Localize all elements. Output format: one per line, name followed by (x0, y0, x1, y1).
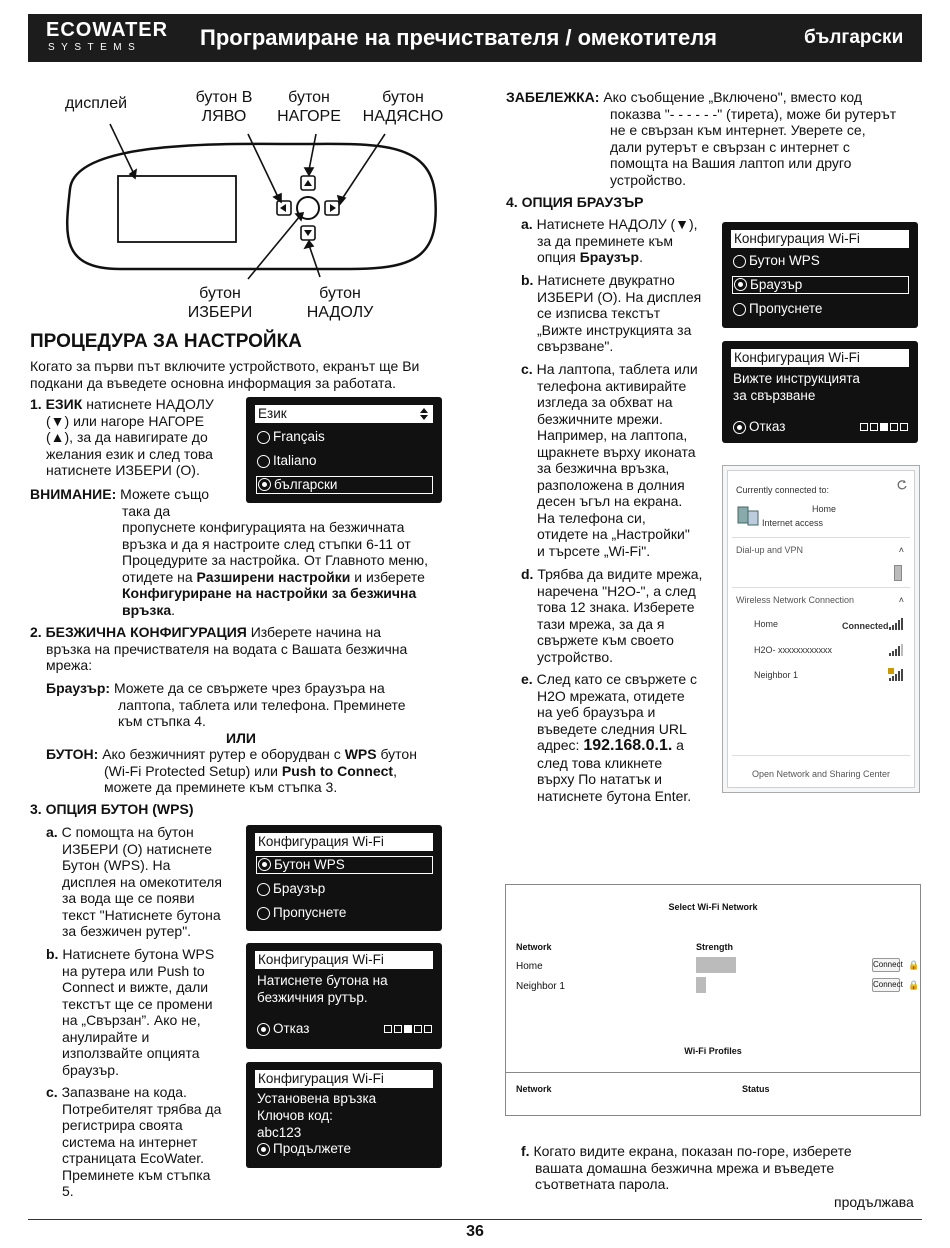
network-item-neighbor[interactable]: Neighbor 1 (754, 670, 799, 680)
step2-text: 2. БЕЗЖИЧНА КОНФИГУРАЦИЯ Изберете начина на връзка на пречиствателя на водата с Вашата безжична мрежа: (30, 624, 408, 673)
open-sharing-center-link[interactable]: Open Network and Sharing Center (751, 769, 891, 779)
col-strength: Strength (696, 942, 733, 952)
lock-icon: 🔒 (908, 980, 920, 990)
step3-heading: 3. ОПЦИЯ БУТОН (WPS) (30, 801, 194, 817)
option-browser[interactable]: Браузър (732, 276, 909, 294)
radio-off-icon (257, 455, 270, 468)
page-header (28, 14, 922, 62)
windows-network-panel (722, 465, 920, 793)
instruction-line: Вижте инструкцията (733, 371, 860, 386)
browser-wifi-panel (505, 884, 921, 1116)
col-network: Network (516, 942, 552, 952)
connect-button[interactable]: Connect (872, 978, 900, 992)
display-screen (118, 176, 236, 242)
wps-connected-screen-title: Конфигурация Wi-Fi (255, 1070, 433, 1088)
setup-intro: Когато за първи път включите устройството, екранът ще Ви подкани да въведете основна информация за работата. (30, 358, 420, 391)
wps-connected-line: Установена връзка (257, 1091, 377, 1106)
step4c-text: c. На лаптопа, таблета или телефона активирайте изгледа за обхват на безжичните мрежи. Например, на лаптопа, щракнете върху иконата за безжична връзка, разположена в долния десен ъгъл на екрана. На телефона си, отидете на „Настройки" и търсете „Wi-Fi". (521, 361, 698, 559)
wifi-row-neighbor[interactable]: Neighbor 1 (516, 981, 565, 992)
wps-press-screen-title: Конфигурация Wi-Fi (255, 951, 433, 969)
radio-off-icon (733, 303, 746, 316)
option-wps-button[interactable]: Бутон WPS (256, 856, 433, 874)
wps-press-line: Натиснете бутона на (257, 973, 388, 988)
browser-select-screen (722, 222, 918, 328)
radio-off-icon (733, 255, 746, 268)
wps-select-screen (246, 825, 442, 931)
device-outline (67, 144, 436, 269)
cancel-option[interactable]: Отказ (732, 418, 909, 436)
cancel-option[interactable]: Отказ (256, 1020, 433, 1038)
button-option: БУТОН: Ако безжичният рутер е оборудван с WPS бутон (Wi-Fi Protected Setup) или Push to Connect, можете да преминете към стъпка 3. (46, 746, 417, 795)
radio-on-icon (258, 858, 271, 871)
wireless-section[interactable]: Wireless Network Connection (736, 595, 855, 605)
col-status: Status (742, 1084, 770, 1094)
lang-option-bulgarian[interactable]: български (256, 476, 433, 494)
radio-on-icon (257, 1023, 270, 1036)
signal-strength-icon (888, 617, 904, 631)
wps-key-code: abc123 (257, 1125, 302, 1140)
chevron-up-icon[interactable]: ˄ (898, 545, 904, 555)
secured-signal-icon (888, 668, 904, 682)
step3b-text: b. Натиснете бутона WPS на рутера или Push to Connect и вижте, дали текстът ще се промени на „Свързан”. Ако не, анулирайте и използвайте опцията браузър. (46, 946, 215, 1078)
network-status: Connected (842, 621, 889, 631)
radio-off-icon (257, 431, 270, 444)
continues-label: продължава (834, 1194, 914, 1210)
page-title: Програмиране на пречиствателя / омекотителя (200, 25, 718, 50)
lang-option-italian[interactable]: Italiano (256, 452, 433, 470)
radio-on-icon (734, 278, 747, 291)
setup-heading: ПРОЦЕДУРА ЗА НАСТРОЙКА (30, 331, 302, 352)
chevron-up-icon[interactable]: ˄ (898, 595, 904, 605)
network-computer-icon (736, 503, 760, 527)
label-right-button: бутон НАДЯСНО (362, 89, 444, 125)
signal-strength-icon (888, 643, 904, 657)
radio-off-icon (257, 907, 270, 920)
lang-option-french[interactable]: Français (256, 428, 433, 446)
step4f-text: f. Когато видите екрана, показан по-горе, изберете вашата домашна безжична мрежа и въведете съответната парола. (521, 1143, 852, 1192)
lock-icon: 🔒 (908, 960, 920, 970)
label-down-button: бутон НАДОЛУ (306, 285, 374, 321)
or-separator: ИЛИ (226, 730, 256, 746)
radio-on-icon (733, 421, 746, 434)
strength-bar (696, 957, 736, 973)
page-number: 36 (466, 1223, 484, 1240)
internet-access-label: Internet access (762, 518, 824, 528)
note-block: ЗАБЕЛЕЖКА: Ако съобщение „Включено", вместо код показва "- - - - - -" (тирета), може би рутерът не е свързан към интернет. Уверете се, дали рутерът е свързан с интернет с помощта на Вашия лаптоп или друго устройство. (506, 89, 897, 188)
continue-option[interactable]: Продължете (256, 1140, 433, 1158)
step3a-text: a. С помощта на бутон ИЗБЕРИ (O) натиснете Бутон (WPS). На дисплея на омекотителя за вода ще се появи текст "Натиснете бутона за безжичен рутер". (46, 824, 222, 939)
step4a-text: a. Натиснете НАДОЛУ (▼), за да преминете към опция Браузър. (521, 216, 698, 265)
step4-heading: 4. ОПЦИЯ БРАУЗЪР (506, 194, 644, 210)
scroll-arrows-icon (419, 407, 429, 421)
progress-dots (384, 1025, 432, 1035)
logo-main: ECOWATER (46, 19, 169, 41)
option-skip[interactable]: Пропуснете (256, 904, 433, 922)
connect-button[interactable]: Connect (872, 958, 900, 972)
option-browser[interactable]: Браузър (256, 880, 433, 898)
label-select-button: бутон ИЗБЕРИ (187, 285, 253, 321)
option-skip[interactable]: Пропуснете (732, 300, 909, 318)
browser-option: Браузър: Можете да се свържете чрез браузъра на лаптопа, таблета или телефона. Преминете към стъпка 4. (46, 680, 406, 729)
step3c-text: c. Запазване на кода. Потребителят трябва да регистрира своята система на интернет страницата EcoWater. Преминете към стъпка 5. (46, 1084, 222, 1199)
step4b-text: b. Натиснете двукратно ИЗБЕРИ (O). На дисплея се изписва текстът „Вижте инструкцията за свързване". (521, 272, 702, 354)
radio-on-icon (257, 1143, 270, 1156)
network-item-h2o[interactable]: H2O- xxxxxxxxxxxx (754, 645, 833, 655)
instruction-line: за свързване (733, 388, 816, 403)
browser-select-screen-title: Конфигурация Wi-Fi (731, 230, 909, 248)
network-item-home[interactable]: Home (754, 619, 779, 629)
footer-rule (28, 1219, 922, 1220)
current-network-name: Home (811, 504, 836, 514)
language-screen-title: Език (255, 405, 433, 423)
strength-bar (696, 977, 706, 993)
wps-select-screen-title: Конфигурация Wi-Fi (255, 833, 433, 851)
browser-instruction-screen-title: Конфигурация Wi-Fi (731, 349, 909, 367)
wifi-row-home[interactable]: Home (516, 961, 543, 972)
step1-text: 1. ЕЗИК натиснете НАДОЛУ (▼) или нагоре НАГОРЕ (▲), за да навигирате до желания език и след това натиснете ИЗБЕРИ (O). (30, 396, 214, 478)
wps-press-screen (246, 943, 442, 1049)
wps-connected-screen (246, 1062, 442, 1168)
option-wps-button[interactable]: Бутон WPS (732, 252, 909, 270)
label-left-button: бутон В ЛЯВО (195, 89, 253, 125)
col-network: Network (516, 1084, 552, 1094)
browser-instruction-screen (722, 341, 918, 443)
progress-dots (860, 423, 908, 433)
label-display: дисплей (64, 95, 128, 112)
modem-icon (894, 565, 902, 581)
connected-to-label: Currently connected to: (736, 485, 830, 495)
wps-connected-line: Ключов код: (257, 1108, 333, 1123)
language-label: български (804, 27, 904, 48)
radio-off-icon (257, 883, 270, 896)
dialup-section[interactable]: Dial-up and VPN (736, 545, 804, 555)
step4d-text: d. Трябва да видите мрежа, наречена "H2O-", а след това 12 знака. Изберете тази мрежа, за да я свържете към своето устройство. (521, 566, 703, 665)
wps-press-line: безжичния рутър. (257, 990, 368, 1005)
wifi-profiles-title: Wi-Fi Profiles (684, 1046, 742, 1056)
refresh-icon[interactable] (896, 479, 908, 491)
wifi-panel-title: Select Wi-Fi Network (668, 902, 758, 912)
step4e-text: e. След като се свържете с H2O мрежата, отидете на уеб браузъра и въведете следния URL адрес: 192.168.0.1. а след това кликнете върху По нататък и натиснете бутона Enter. (521, 671, 698, 804)
logo-sub: SYSTEMS (48, 42, 142, 53)
label-up-button: бутон НАГОРЕ (277, 89, 341, 125)
warning-block: ВНИМАНИЕ: Можете също така да пропуснете конфигурацията на безжичната връзка и да я настроите след стъпки 6-11 от Процедурите за настройка. От Главното меню, отидете на Разширени настройки и изберете Конфигуриране на настройки за безжична връзка. (30, 486, 428, 618)
